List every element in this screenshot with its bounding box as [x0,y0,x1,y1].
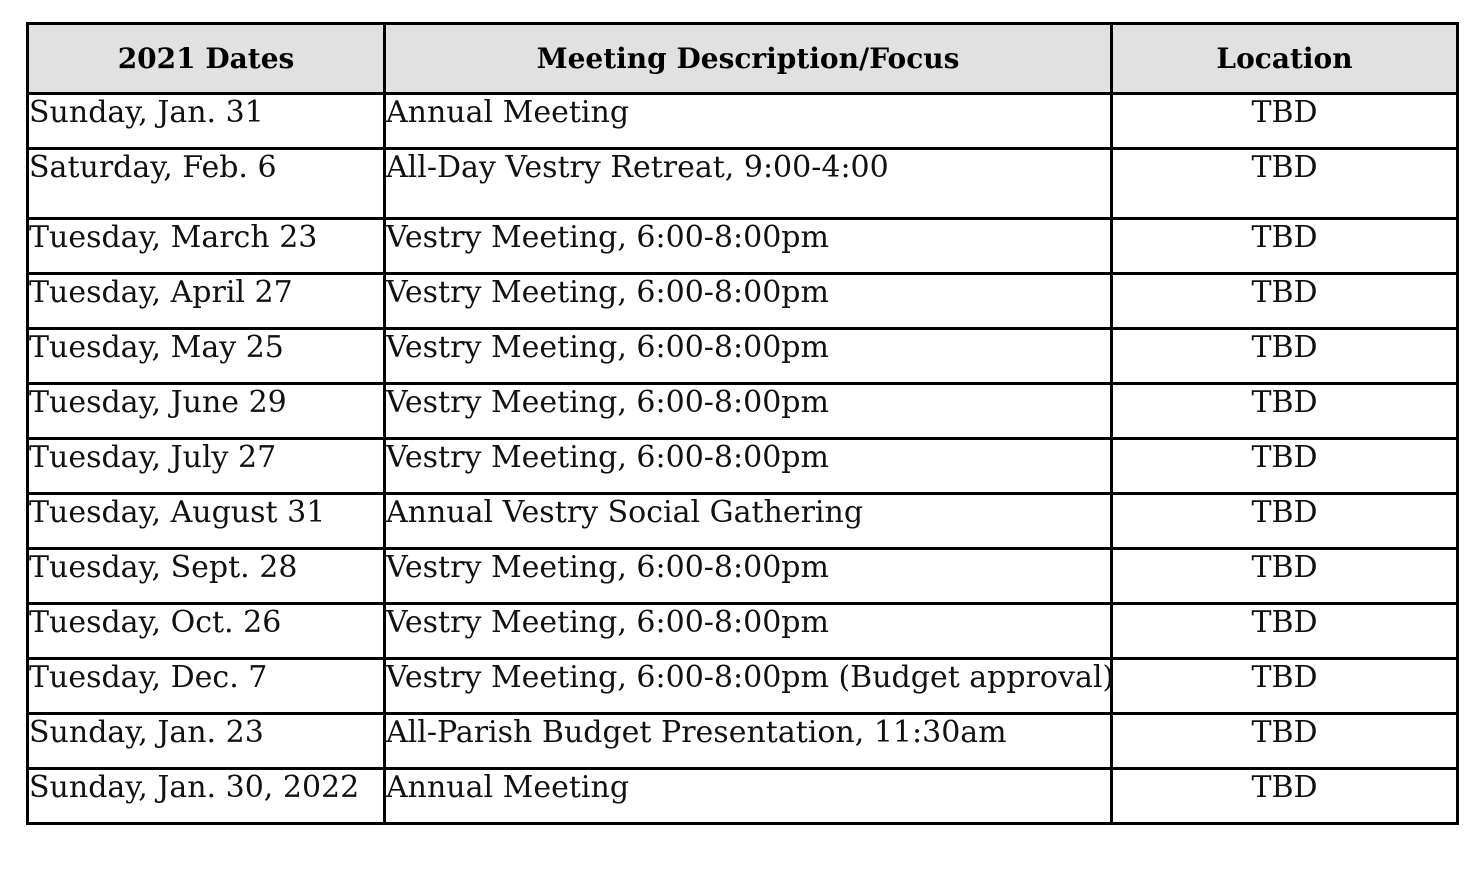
location-cell: TBD [1112,219,1458,274]
table-row [28,604,1458,659]
location-cell: TBD [1112,274,1458,329]
date-cell: Tuesday, May 25 [28,329,385,384]
header-dates: 2021 Dates [28,24,385,94]
description-cell: Vestry Meeting, 6:00-8:00pm [385,329,1112,384]
location-cell: TBD [1112,659,1458,714]
table-row [28,329,1458,384]
date-cell: Sunday, Jan. 23 [28,714,385,769]
table-row [28,659,1458,714]
header-description: Meeting Description/Focus [385,24,1112,94]
location-cell: TBD [1112,149,1458,219]
table-row [28,769,1458,824]
table-row [28,494,1458,549]
location-cell: TBD [1112,329,1458,384]
location-cell: TBD [1112,714,1458,769]
description-cell: Vestry Meeting, 6:00-8:00pm [385,384,1112,439]
location-cell: TBD [1112,384,1458,439]
description-cell: Annual Meeting [385,94,1112,149]
description-cell: Vestry Meeting, 6:00-8:00pm [385,219,1112,274]
location-cell: TBD [1112,439,1458,494]
table-header-row [28,24,1458,94]
table-row [28,94,1458,149]
date-cell: Tuesday, Sept. 28 [28,549,385,604]
description-cell: All-Day Vestry Retreat, 9:00-4:00 [385,149,1112,219]
location-cell: TBD [1112,604,1458,659]
description-cell: All-Parish Budget Presentation, 11:30am [385,714,1112,769]
table-row [28,439,1458,494]
date-cell: Sunday, Jan. 30, 2022 [28,769,385,824]
table-row [28,384,1458,439]
description-cell: Annual Vestry Social Gathering [385,494,1112,549]
description-cell: Vestry Meeting, 6:00-8:00pm (Budget approval) [385,659,1112,714]
date-cell: Tuesday, Dec. 7 [28,659,385,714]
description-cell: Vestry Meeting, 6:00-8:00pm [385,604,1112,659]
date-cell: Tuesday, April 27 [28,274,385,329]
table-row [28,549,1458,604]
date-cell: Tuesday, July 27 [28,439,385,494]
location-cell: TBD [1112,94,1458,149]
location-cell: TBD [1112,494,1458,549]
meeting-schedule-table [26,22,1459,825]
table-row [28,274,1458,329]
date-cell: Tuesday, March 23 [28,219,385,274]
date-cell: Tuesday, Oct. 26 [28,604,385,659]
date-cell: Saturday, Feb. 6 [28,149,385,219]
table-row [28,149,1458,219]
date-cell: Tuesday, June 29 [28,384,385,439]
table-row [28,714,1458,769]
description-cell: Vestry Meeting, 6:00-8:00pm [385,274,1112,329]
date-cell: Sunday, Jan. 31 [28,94,385,149]
description-cell: Vestry Meeting, 6:00-8:00pm [385,439,1112,494]
location-cell: TBD [1112,769,1458,824]
description-cell: Vestry Meeting, 6:00-8:00pm [385,549,1112,604]
description-cell: Annual Meeting [385,769,1112,824]
location-cell: TBD [1112,549,1458,604]
date-cell: Tuesday, August 31 [28,494,385,549]
header-location: Location [1112,24,1458,94]
table-row [28,219,1458,274]
